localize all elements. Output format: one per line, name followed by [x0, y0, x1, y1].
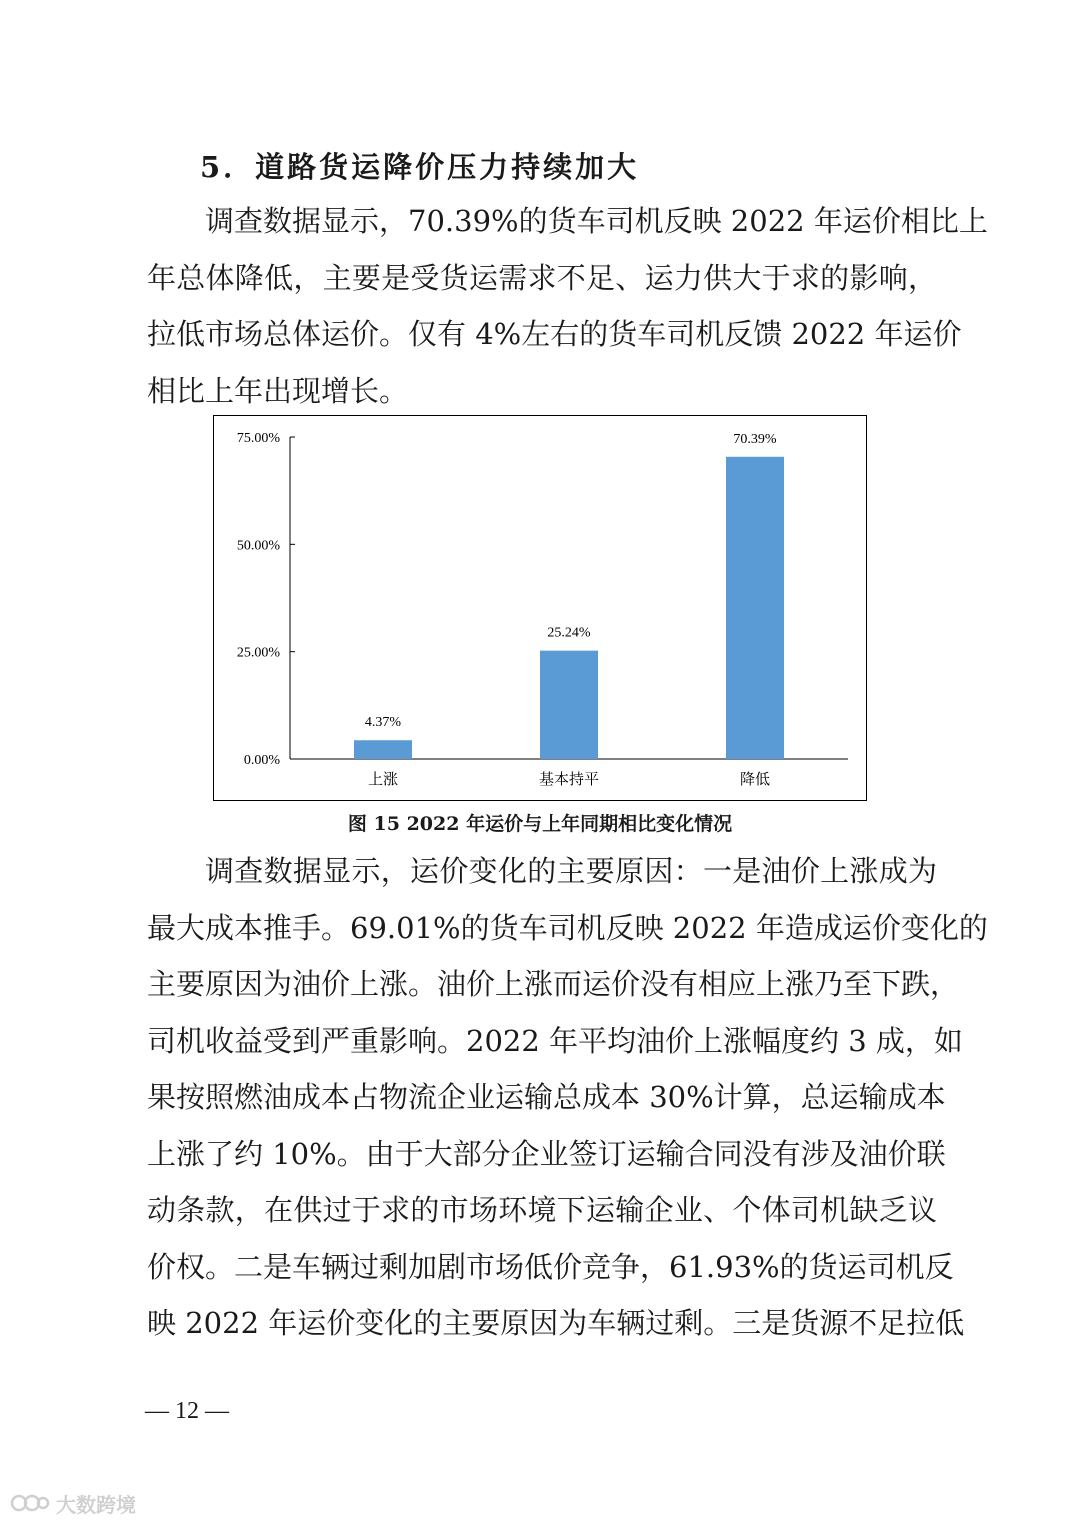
- page-number: — 12 —: [145, 1398, 229, 1424]
- bar-chart-svg: [214, 416, 868, 802]
- x-tick-label: 上涨: [367, 770, 399, 788]
- watermark-logo-text: 大数跨境: [56, 1492, 136, 1517]
- paragraph-2: [147, 843, 988, 1352]
- figure-caption: 图 15 2022 年运价与上年同期相比变化情况: [347, 813, 733, 835]
- section-heading: 5．道路货运降价压力持续加大: [200, 150, 640, 184]
- paragraph-line: 主要原因为油价上涨。油价上涨而运价没有相应上涨乃至下跌，: [147, 967, 960, 1001]
- paragraph-1: [147, 193, 988, 419]
- paragraph-line: 价权。二是车辆过剩加剧市场低价竞争，61.93%的货运司机反: [147, 1249, 954, 1284]
- paragraph-line: 调查数据显示，运价变化的主要原因：一是油价上涨成为: [205, 854, 937, 888]
- paragraph-line: 果按照燃油成本占物流企业运输总成本 30%计算，总运输成本: [147, 1080, 946, 1114]
- data-label: 70.39%: [733, 431, 777, 447]
- paragraph-line: 上涨了约 10%。由于大部分企业签订运输合同没有涉及油价联: [147, 1136, 946, 1171]
- paragraph-line: 拉低市场总体运价。仅有 4%左右的货车司机反馈 2022 年运价: [147, 317, 962, 351]
- x-tick-label: 降低: [739, 770, 771, 788]
- data-label: 25.24%: [547, 625, 591, 641]
- x-tick-label: 基本持平: [538, 770, 600, 788]
- y-tick-label: 0.00%: [243, 753, 280, 768]
- bar-chart: [213, 415, 867, 801]
- bar: [540, 651, 598, 759]
- bar: [726, 457, 784, 759]
- y-tick-label: 50.00%: [236, 538, 280, 554]
- paragraph-line: 映 2022 年运价变化的主要原因为车辆过剩。三是货源不足拉低: [147, 1306, 965, 1340]
- paragraph-line: 调查数据显示，70.39%的货车司机反映 2022 年运价相比上: [205, 204, 988, 238]
- paragraph-line: 动条款，在供过于求的市场环境下运输企业、个体司机缺乏议: [147, 1193, 937, 1227]
- bar: [354, 740, 412, 759]
- watermark: [10, 1488, 136, 1518]
- paragraph-line: 最大成本推手。69.01%的货车司机反映 2022 年造成运价变化的: [147, 910, 988, 945]
- paragraph-line: 相比上年出现增长。: [147, 373, 409, 408]
- y-tick-label: 75.00%: [236, 431, 280, 446]
- paragraph-line: 年总体降低，主要是受货运需求不足、运力供大于求的影响，: [147, 260, 937, 295]
- paragraph-line: 司机收益受到严重影响。2022 年平均油价上涨幅度约 3 成，如: [147, 1023, 963, 1058]
- y-tick-label: 25.00%: [236, 645, 280, 661]
- brand-logo-icon: [10, 1490, 50, 1516]
- data-label: 4.37%: [364, 715, 402, 731]
